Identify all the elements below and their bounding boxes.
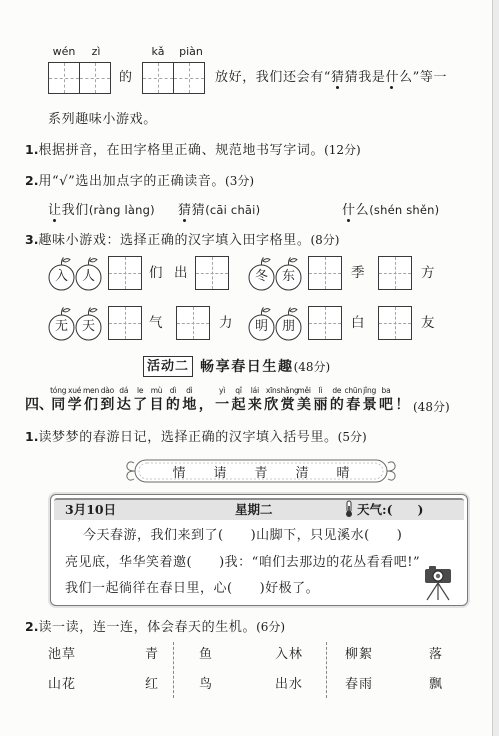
unit-pinyin: men: [82, 386, 100, 395]
pinyin-char-unit: [165, 386, 181, 414]
unit-pinyin: chūn: [344, 386, 363, 395]
pinyin-char-unit: [378, 386, 394, 414]
pinyin-pian: piàn: [179, 45, 203, 58]
match-right-item[interactable]: 红: [145, 677, 160, 692]
tianzige-box[interactable]: [48, 62, 80, 94]
unit-char: 吧: [379, 397, 393, 413]
pinyin-char-unit: [345, 386, 361, 414]
question-text: 根据拼音，在田字格里正确、规范地书写字词。: [38, 143, 325, 158]
tianzige-box[interactable]: [195, 256, 229, 290]
unit-pinyin: dá: [119, 386, 129, 395]
game-word: 们: [149, 265, 163, 281]
tianzige-box[interactable]: [308, 256, 342, 290]
option-rang: [48, 202, 155, 219]
match-left-item[interactable]: 鱼: [199, 647, 214, 662]
unit-char: 同: [51, 397, 66, 413]
game-row: [0, 255, 499, 291]
question-score: (6分): [256, 620, 286, 634]
unit-pinyin: jǐng: [363, 386, 377, 395]
pinyin-ka: kǎ: [151, 45, 165, 58]
unit-pinyin: de: [332, 386, 342, 395]
apple-char: 天: [81, 319, 95, 334]
unit-char: 地: [182, 397, 197, 413]
section-4-heading: [50, 386, 411, 414]
tianzige-box[interactable]: [108, 306, 142, 340]
question-text: 用“√”选出加点字的正确读音。: [38, 174, 226, 189]
apple-char: 朋: [281, 319, 295, 334]
pinyin-zi: zì: [91, 45, 101, 58]
choice-list: [123, 455, 399, 487]
question-number: 2.: [25, 173, 39, 188]
game-row: [0, 305, 499, 341]
question-score: (3分): [225, 174, 255, 188]
apple-char: 冬: [254, 269, 268, 284]
game-word: 季: [351, 265, 365, 281]
tianzige-box[interactable]: [176, 306, 210, 340]
match-right-item[interactable]: 出水: [275, 677, 304, 692]
unit-pinyin: mù: [150, 386, 163, 395]
question-score: (8分): [310, 233, 340, 247]
option-shen: [342, 202, 439, 219]
unit-pinyin: lì: [318, 386, 323, 395]
diary-weather[interactable]: 天气:( ): [357, 502, 424, 517]
question-score: (12分): [324, 143, 361, 157]
activity-title: 畅享春日生趣: [200, 359, 294, 375]
punctuation-unit: [198, 386, 214, 414]
game-word: 力: [219, 315, 233, 331]
choice-char: 清: [295, 465, 309, 481]
pinyin-char-unit: [132, 386, 148, 414]
match-left-item[interactable]: 池草: [48, 647, 77, 662]
unit-char: ，: [198, 397, 213, 413]
unit-char: 到: [100, 397, 115, 413]
dotted-char: 让: [48, 203, 62, 218]
apple-choice: [48, 305, 102, 341]
tianzige-box[interactable]: [108, 256, 142, 290]
question-text: 趣味小游戏：选择正确的汉字填入田字格里。: [38, 233, 311, 248]
unit-pinyin: qǐ: [235, 386, 242, 395]
question-text: 读梦梦的春游日记，选择正确的汉字填入括号里。: [38, 430, 338, 445]
unit-char: ！: [395, 397, 410, 413]
option-pinyin[interactable]: (cāi chāi): [205, 203, 261, 217]
choice-char: 晴: [336, 465, 350, 481]
choice-char: 青: [254, 465, 268, 481]
page-edge: [492, 0, 499, 736]
question-2: [25, 173, 254, 190]
pinyin-char-unit: [312, 386, 328, 414]
diary-card: [50, 494, 468, 606]
option-pinyin[interactable]: (ràng làng): [88, 203, 155, 217]
pinyin-char-unit: [148, 386, 164, 414]
unit-pinyin: ba: [381, 386, 391, 395]
section-score: (48分): [413, 400, 450, 414]
pinyin-char-unit: [50, 386, 66, 414]
pinyin-char-unit: [181, 386, 197, 414]
match-right-item[interactable]: 青: [145, 647, 160, 662]
dotted-char: 猜: [178, 203, 192, 218]
pinyin-char-unit: [214, 386, 230, 414]
pinyin-char-unit: [116, 386, 132, 414]
unit-pinyin: shǎng: [276, 386, 299, 395]
intro-line-2: 系列趣味小游戏。: [48, 112, 157, 127]
tianzige-box[interactable]: [173, 62, 205, 94]
unit-pinyin: dì: [186, 386, 193, 395]
unit-char: 达: [116, 397, 131, 413]
diary-weekday: 星期二: [235, 502, 273, 517]
activity-score: (48分): [293, 360, 331, 374]
unit-char: 了: [133, 397, 148, 413]
pinyin-char-unit: [296, 386, 312, 414]
question-number: 1.: [25, 429, 39, 444]
group-divider: [173, 642, 174, 698]
option-cai: [178, 202, 260, 219]
unit-char: 美: [297, 397, 312, 413]
intro-line-1: [215, 70, 447, 86]
game-word: 友: [421, 315, 435, 331]
unit-char: 来: [247, 397, 262, 413]
unit-pinyin: le: [136, 386, 144, 395]
intro-text: 猜我是: [344, 70, 386, 85]
pinyin-char-unit: [83, 386, 99, 414]
dotted-char: 猜: [331, 70, 345, 85]
pinyin-char-unit: [99, 386, 115, 414]
choice-char: 情: [172, 465, 186, 481]
weather-icon: [343, 500, 355, 518]
unit-char: 们: [83, 397, 98, 413]
apple-choice: [248, 255, 302, 291]
unit-pinyin: dì: [169, 386, 177, 395]
option-word: 么: [355, 203, 370, 218]
unit-char: 学: [67, 397, 82, 413]
activity-tag: 活动二: [143, 356, 193, 377]
match-left-item[interactable]: 鸟: [199, 677, 214, 692]
diary-line[interactable]: 亮见底，华华笑着邀( )我：“咱们去那边的花丛看看吧!”: [65, 555, 421, 570]
unit-pinyin: měi: [297, 386, 311, 395]
match-right-item[interactable]: 飘: [429, 677, 444, 692]
unit-pinyin: lái: [250, 386, 259, 395]
choice-scroll-banner: [123, 455, 399, 487]
question-score: (5分): [337, 430, 367, 444]
s4-question-2: [25, 619, 285, 636]
group-divider: [326, 642, 327, 698]
unit-char: 的: [165, 397, 180, 413]
option-word: 我们: [61, 203, 89, 218]
unit-char: 丽: [313, 397, 328, 413]
pinyin-char-unit: [230, 386, 246, 414]
pinyin-char-unit: [361, 386, 377, 414]
diary-line[interactable]: 我们一起徜徉在春日里，心( )好极了。: [65, 581, 320, 596]
s4-question-1: [25, 429, 367, 446]
diary-date: 3月10日: [65, 502, 117, 517]
dotted-char: 什: [342, 203, 356, 218]
match-right-item[interactable]: 落: [429, 647, 444, 662]
unit-char: 欣: [264, 397, 279, 413]
tianzige-box[interactable]: [142, 62, 174, 94]
question-number: 2.: [25, 619, 39, 634]
unit-char: 一: [215, 397, 230, 413]
tianzige-box[interactable]: [308, 306, 342, 340]
apple-char: 无: [54, 319, 68, 334]
apple-char: 人: [81, 269, 95, 284]
activity-heading: [200, 357, 330, 376]
punctuation-unit: [394, 386, 410, 414]
apple-char: 入: [54, 269, 68, 284]
choice-char: 请: [213, 465, 227, 481]
apple-char: 东: [281, 269, 295, 284]
unit-char: 春: [346, 397, 361, 413]
tianzige-box[interactable]: [378, 306, 412, 340]
diary-line[interactable]: 今天春游，我们来到了( )山脚下，只见溪水( ): [83, 528, 403, 543]
unit-pinyin: tóng: [50, 386, 67, 395]
camera-icon: [419, 561, 457, 601]
question-text: 读一读，连一连，体会春天的生机。: [38, 620, 257, 635]
pinyin-wen: wén: [52, 45, 76, 58]
question-number: 3.: [25, 232, 39, 247]
pinyin-char-unit: [276, 386, 299, 414]
pinyin-char-unit: [329, 386, 345, 414]
unit-char: 起: [231, 397, 246, 413]
match-right-item[interactable]: 入林: [275, 647, 304, 662]
question-number: 1.: [25, 142, 39, 157]
unit-char: 赏: [280, 397, 295, 413]
unit-char: 景: [362, 397, 377, 413]
game-word: 白: [351, 315, 365, 331]
tianzige-box[interactable]: [378, 256, 412, 290]
dotted-char: 什: [385, 70, 400, 85]
game-word: 出: [174, 265, 188, 281]
game-word: 方: [421, 265, 435, 281]
match-left-item[interactable]: 春雨: [345, 677, 374, 692]
intro-text: 么”等一: [399, 70, 448, 85]
match-left-item[interactable]: 柳絮: [345, 647, 374, 662]
unit-pinyin: yì: [219, 386, 226, 395]
unit-pinyin: xué: [67, 386, 82, 395]
question-3: [25, 232, 339, 249]
connector-text: 的: [119, 70, 133, 85]
section-number: 四、: [25, 397, 53, 413]
pinyin-char-unit: [66, 386, 82, 414]
apple-choice: [48, 255, 102, 291]
match-left-item[interactable]: 山花: [48, 677, 77, 692]
tianzige-box[interactable]: [79, 62, 111, 94]
pinyin-char-unit: [247, 386, 263, 414]
game-word: 气: [149, 315, 163, 331]
unit-pinyin: dào: [100, 386, 115, 395]
question-1: [25, 142, 361, 159]
unit-char: 的: [329, 397, 344, 413]
apple-char: 明: [254, 319, 268, 334]
apple-choice: [248, 305, 302, 341]
unit-char: 目: [149, 397, 164, 413]
option-pinyin[interactable]: (shén shěn): [369, 203, 440, 217]
unit-pinyin: xīn: [265, 386, 277, 395]
option-word: 猜: [191, 203, 206, 218]
intro-text: 放好，我们还会有“: [215, 70, 332, 85]
